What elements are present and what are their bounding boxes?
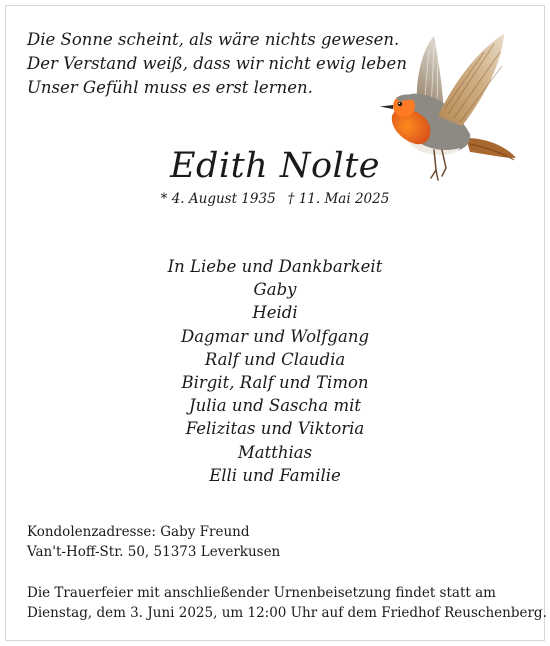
death-date: † 11. Mai 2025 [287,191,390,207]
poem-line: Die Sonne scheint, als wäre nichts gewesen. [27,30,400,49]
poem-line: Unser Gefühl muss es erst lernen. [27,78,313,97]
mourner-name: Birgit, Ralf und Timon [181,373,369,393]
mourner-name: Gaby [253,280,297,300]
mourners-list [0,255,550,487]
mourner-name: Heidi [252,303,298,323]
birth-date: * 4. August 1935 [160,191,276,207]
life-dates [0,189,550,209]
mourner-name: Matthias [237,442,313,462]
poem-line: Der Verstand weiß, dass wir nicht ewig leben [27,54,407,73]
condolence-address [27,522,280,562]
mourner-name: Elli und Familie [209,465,341,485]
mourner-name: Dagmar und Wolfgang [180,326,370,346]
condolence-street: Van't-Hoff-Str. 50, 51373 Leverkusen [27,544,281,560]
poem [27,28,407,100]
mourner-name: Julia und Sascha mit [188,396,362,416]
deceased-name: Edith Nolte [169,146,381,186]
mourner-name: Ralf und Claudia [204,349,346,369]
ceremony-line: Dienstag, dem 3. Juni 2025, um 12:00 Uhr auf dem Friedhof Reuschenberg. [27,605,547,621]
mourners-intro: In Liebe und Dankbarkeit [167,257,383,276]
ceremony-line: Die Trauerfeier mit anschließender Urnenbeisetzung findet statt am [27,585,496,601]
condolence-contact: Kondolenzadresse: Gaby Freund [27,524,250,540]
mourner-name: Felizitas und Viktoria [185,419,365,439]
ceremony-info [27,583,547,623]
